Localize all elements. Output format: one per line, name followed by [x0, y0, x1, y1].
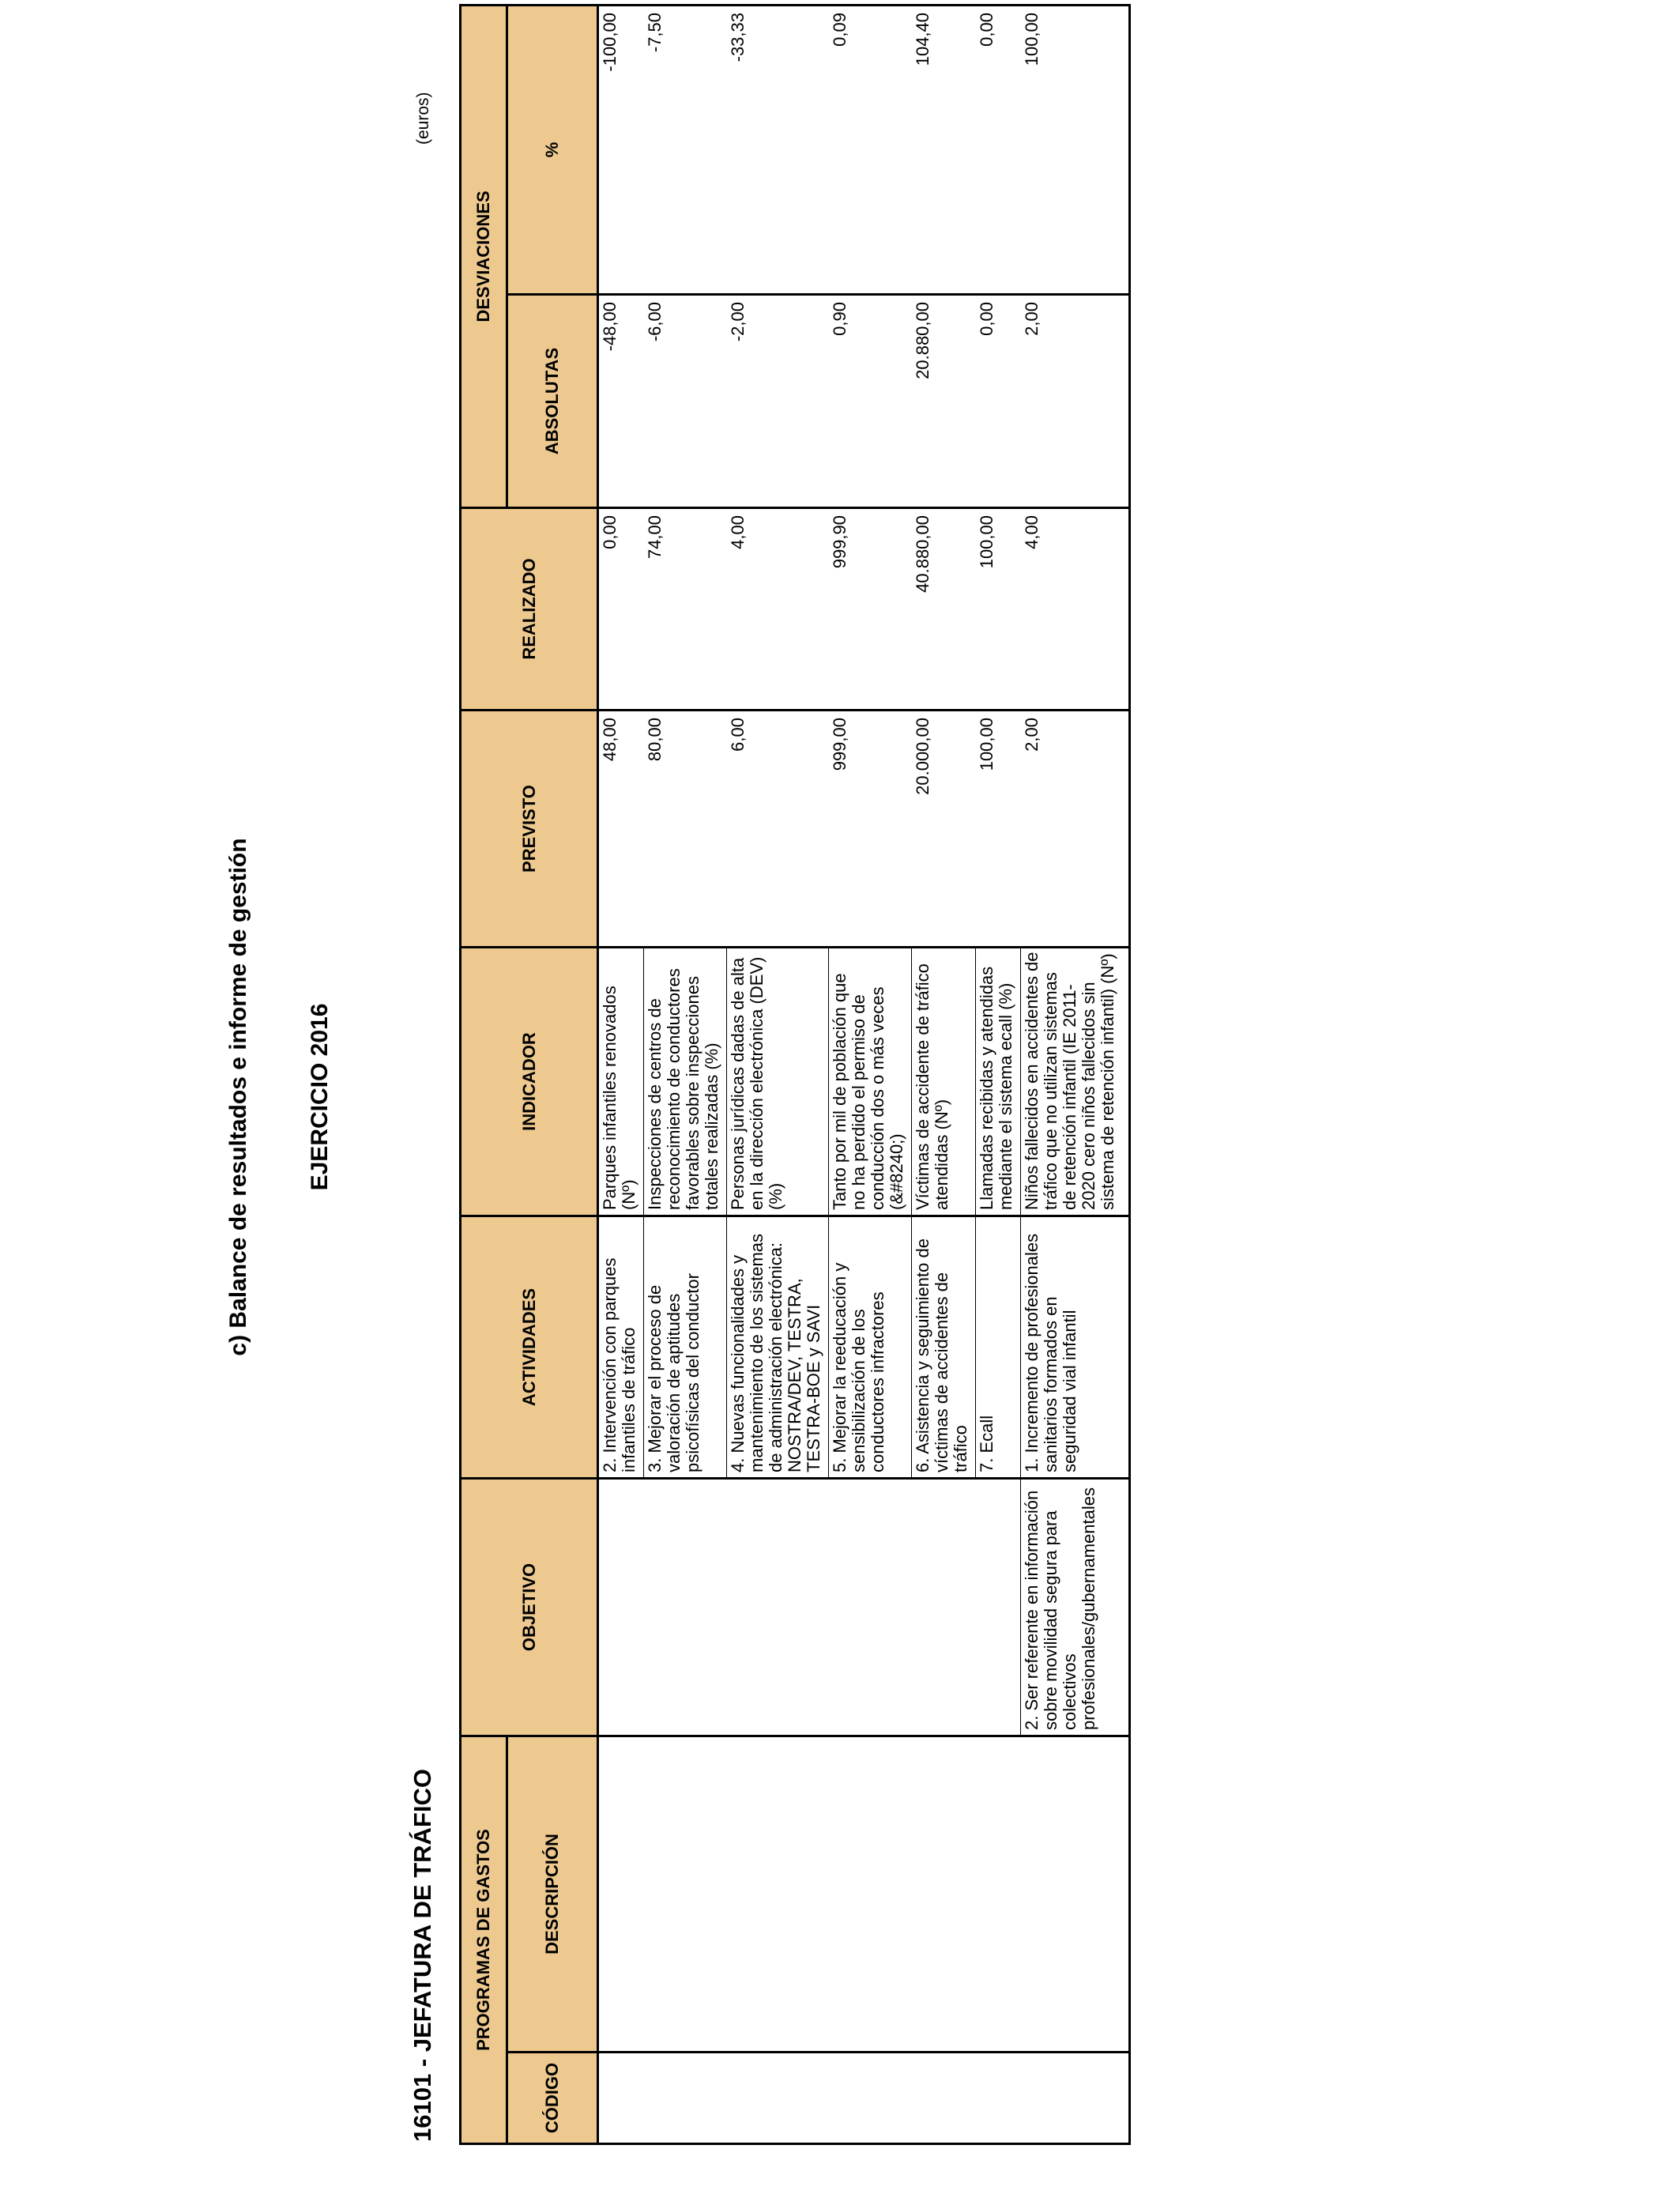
- cell-objetivo: [727, 1479, 829, 1736]
- cell-absolutas: 2,00: [1021, 295, 1130, 508]
- cell-absolutas: 20.880,00: [912, 295, 976, 508]
- cell-actividad: 2. Intervención con parques infantiles de tráfico: [598, 1216, 644, 1479]
- table-row: [598, 5, 644, 2143]
- cell-codigo: [976, 2053, 1021, 2144]
- cell-actividad: 4. Nuevas funcionalidades y mantenimiento de los sistemas de administración electrónica: NOSTRA/DEV, TESTRA, TESTRA-BOE y SAVI: [727, 1216, 829, 1479]
- cell-descripcion: [598, 1736, 644, 2053]
- cell-objetivo: [598, 1479, 644, 1736]
- cell-objetivo: [912, 1479, 976, 1736]
- cell-previsto: 6,00: [727, 711, 829, 948]
- cell-codigo: [644, 2053, 727, 2144]
- cell-previsto: 20.000,00: [912, 711, 976, 948]
- cell-indicador: Parques infantiles renovados (Nº): [598, 948, 644, 1216]
- cell-codigo: [912, 2053, 976, 2144]
- cell-realizado: 100,00: [976, 508, 1021, 711]
- cell-realizado: 0,00: [598, 508, 644, 711]
- cell-indicador: Niños fallecidos en accidentes de tráfico que no utilizan sistemas de retención infantil (IE 2011-2020 cero niños fallecidos sin sistema de retención infantil) (Nº): [1021, 948, 1130, 1216]
- cell-absolutas: -2,00: [727, 295, 829, 508]
- cell-porcentaje: -100,00: [598, 5, 644, 294]
- cell-indicador: Inspecciones de centros de reconocimiento de conductores favorables sobre inspecciones totales realizadas (%): [644, 948, 727, 1216]
- table-row: [912, 5, 976, 2143]
- cell-absolutas: 0,00: [976, 295, 1021, 508]
- header-porcentaje: %: [507, 5, 598, 294]
- header-indicador: INDICADOR: [461, 948, 598, 1216]
- table-row: [829, 5, 912, 2143]
- cell-realizado: 74,00: [644, 508, 727, 711]
- currency-note: (euros): [414, 92, 432, 145]
- report-title: c) Balance de resultados e informe de gestión: [225, 838, 251, 1356]
- cell-porcentaje: -33,33: [727, 5, 829, 294]
- cell-previsto: 999,00: [829, 711, 912, 948]
- results-table: [459, 4, 1131, 2145]
- cell-descripcion: [644, 1736, 727, 2053]
- program-title: 16101 - JEFATURA DE TRÁFICO: [409, 1769, 436, 2142]
- cell-previsto: 48,00: [598, 711, 644, 948]
- exercise-title: EJERCICIO 2016: [307, 1003, 333, 1191]
- cell-absolutas: -48,00: [598, 295, 644, 508]
- cell-realizado: 4,00: [727, 508, 829, 711]
- cell-codigo: [727, 2053, 829, 2144]
- cell-porcentaje: 104,40: [912, 5, 976, 294]
- cell-porcentaje: 100,00: [1021, 5, 1130, 294]
- cell-previsto: 80,00: [644, 711, 727, 948]
- cell-objetivo: [829, 1479, 912, 1736]
- cell-descripcion: [976, 1736, 1021, 2053]
- header-descripcion: DESCRIPCIÓN: [507, 1736, 598, 2053]
- cell-codigo: [829, 2053, 912, 2144]
- cell-descripcion: [727, 1736, 829, 2053]
- cell-previsto: 100,00: [976, 711, 1021, 948]
- cell-descripcion: [1021, 1736, 1130, 2053]
- cell-indicador: Víctimas de accidente de tráfico atendidas (Nº): [912, 948, 976, 1216]
- header-previsto: PREVISTO: [461, 711, 598, 948]
- cell-objetivo: [976, 1479, 1021, 1736]
- cell-absolutas: -6,00: [644, 295, 727, 508]
- table-row: [1021, 5, 1130, 2143]
- table-row: [727, 5, 829, 2143]
- header-codigo: CÓDIGO: [507, 2053, 598, 2144]
- cell-porcentaje: 0,09: [829, 5, 912, 294]
- cell-indicador: Tanto por mil de población que no ha perdido el permiso de conducción dos o más veces (&#8240;): [829, 948, 912, 1216]
- cell-descripcion: [912, 1736, 976, 2053]
- cell-descripcion: [829, 1736, 912, 2053]
- header-realizado: REALIZADO: [461, 508, 598, 711]
- cell-previsto: 2,00: [1021, 711, 1130, 948]
- cell-indicador: Llamadas recibidas y atendidas mediante el sistema ecall (%): [976, 948, 1021, 1216]
- header-programas: PROGRAMAS DE GASTOS: [461, 1736, 507, 2144]
- cell-actividad: 5. Mejorar la reeducación y sensibilización de los conductores infractores: [829, 1216, 912, 1479]
- header-desviaciones: DESVIACIONES: [461, 5, 507, 507]
- cell-realizado: 4,00: [1021, 508, 1130, 711]
- cell-indicador: Personas jurídicas dadas de alta en la dirección electrónica (DEV) (%): [727, 948, 829, 1216]
- cell-actividad: 6. Asistencia y seguimiento de víctimas de accidentes de tráfico: [912, 1216, 976, 1479]
- cell-absolutas: 0,90: [829, 295, 912, 508]
- cell-objetivo: [644, 1479, 727, 1736]
- header-actividades: ACTIVIDADES: [461, 1216, 598, 1479]
- cell-codigo: [1021, 2053, 1130, 2144]
- cell-realizado: 999,90: [829, 508, 912, 711]
- cell-realizado: 40.880,00: [912, 508, 976, 711]
- cell-porcentaje: -7,50: [644, 5, 727, 294]
- header-absolutas: ABSOLUTAS: [507, 295, 598, 508]
- cell-actividad: 1. Incremento de profesionales sanitarios formados en seguridad vial infantil: [1021, 1216, 1130, 1479]
- cell-actividad: 3. Mejorar el proceso de valoración de aptitudes psicofísicas del conductor: [644, 1216, 727, 1479]
- cell-porcentaje: 0,00: [976, 5, 1021, 294]
- table-row: [976, 5, 1021, 2143]
- cell-actividad: 7. Ecall: [976, 1216, 1021, 1479]
- cell-objetivo: 2. Ser referente en información sobre movilidad segura para colectivos profesionales/gubernamentales: [1021, 1479, 1130, 1736]
- cell-codigo: [598, 2053, 644, 2144]
- table-row: [644, 5, 727, 2143]
- header-objetivo: OBJETIVO: [461, 1479, 598, 1736]
